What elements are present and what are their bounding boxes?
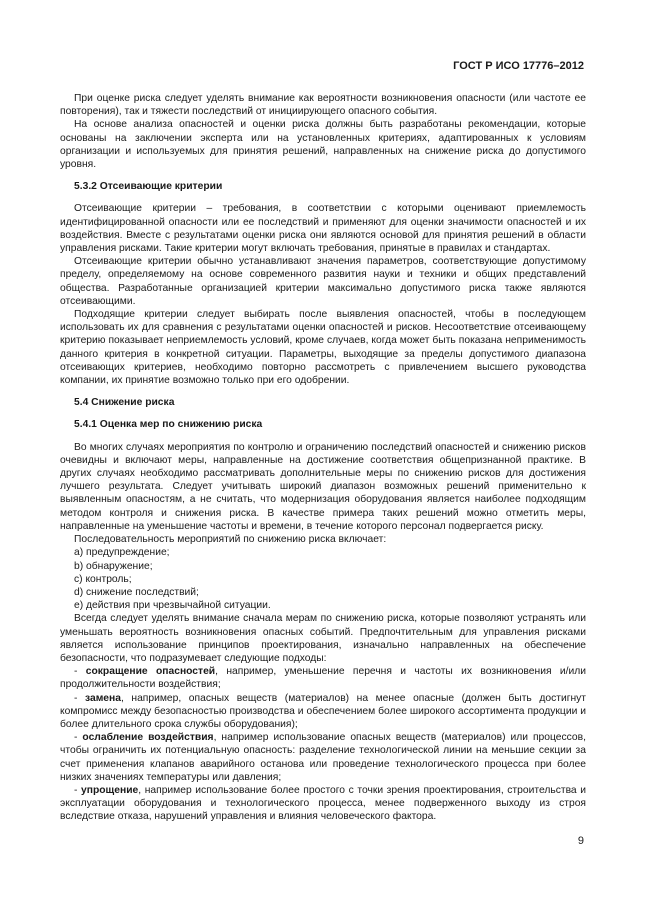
approach-item: - сокращение опасностей, например, уменьшение перечня и частоты их возникновения и/или продолжительности воздействия;: [60, 666, 586, 691]
paragraph: Отсеивающие критерии обычно устанавливают значения параметров, соответствующие допустимому пределу, определяемому на основе современного развития науки и техники и общих представлений общества. Разработанные организацией критерии максимально допустимого риска также являются отсеивающими.: [60, 256, 586, 307]
section-heading-5-4-1: 5.4.1 Оценка мер по снижению риска: [74, 419, 263, 431]
approach-term: сокращение опасностей: [85, 666, 216, 678]
list-item: a) предупреждение;: [74, 547, 170, 559]
approach-text: , например, опасных веществ (материалов) на менее опасные (должен быть достигнут компромисс между безопасностью производства и обеспечением более широкого ассортимента продукции и более длительного срока службы оборудования);: [60, 692, 586, 730]
paragraph: На основе анализа опасностей и оценки риска должны быть разработаны рекомендации, которые основаны на заключении эксперта или на установленных критериях, адаптированных к условиям организации и используемых для принятия решений, направленных на снижение риска до допустимого уровня.: [60, 119, 586, 171]
paragraph: Отсеивающие критерии – требования, в соответствии с которыми оценивают приемлемость идентифицированной опасности или ее последствий и применяют для оценки значимости опасностей и их воздействия. Вместе с результатами оценки риска они являются основой для принятия решений в области управления рисками. Такие критерии могут включать требования, принятые в правилах и стандартах.: [60, 203, 586, 255]
approach-term: упрощение: [81, 784, 139, 796]
list-item: b) обнаружение;: [74, 560, 153, 572]
approach-item: - ослабление воздействия, например использование опасных веществ (материалов) или процессов, чтобы ограничить их потенциальную опасность: разделение технологической линии на меньшие секции за счет применения клапанов аварийного останова или проведение технологического процесса при более низких значениях температуры или давления;: [60, 732, 586, 783]
paragraph: Всегда следует уделять внимание сначала мерам по снижению риска, которые позволяют устранять или уменьшать вероятность возникновения опасных событий. Предпочтительным для управления рисками является использование принципов проектирования, изначально направленных на обеспечение безопасности, что подразумевает следующие подходы:: [60, 613, 586, 664]
approach-term: замена: [84, 692, 121, 704]
approach-text: , например использование опасных веществ (материалов) или процессов, чтобы ограничить их потенциальную опасность: разделение технологической линии на меньшие секции за счет применения клапанов аварийного останова или проведение технологического процесса при более низких значениях температуры или давления;: [60, 732, 586, 783]
list-item: d) снижение последствий;: [74, 586, 199, 598]
approach-text: , например, уменьшение перечня и частоты их возникновения и/или продолжительности воздействия;: [60, 666, 586, 691]
risk-measures-list: [60, 546, 586, 612]
standard-header: ГОСТ Р ИСО 17776–2012: [453, 60, 584, 72]
list-item: e) действия при чрезвычайной ситуации.: [74, 600, 271, 612]
paragraph: Последовательность мероприятий по снижению риска включает:: [74, 534, 387, 546]
approach-term: ослабление воздействия: [82, 732, 214, 744]
list-item: c) контроль;: [74, 573, 132, 585]
paragraph: Во многих случаях мероприятия по контролю и ограничению последствий опасностей и снижению рисков очевидны и включают меры, направленные на достижение соответствия общепризнанной практике. В других случаях необходимо рассматривать дополнительные меры по снижению рисков для достижения лучшего результата. Следует учитывать широкий диапазон возможных решений применительно к выявленным опасностям, а не считать, что модернизация оборудования является наиболее подходящим методом контроля и снижения риска. В качестве примера таких решений можно отметить меры, направленные на уменьшение частоты и времени, в течение которого персонал подвергается риску.: [60, 441, 586, 532]
section-heading-5-4: 5.4 Снижение риска: [74, 397, 175, 409]
approach-item: - упрощение, например использование более простого с точки зрения проектирования, строительства и эксплуатации оборудования и технологического процесса, менее подверженного выходу из строя вследствие отказа, нарушений управления и влияния человеческого фактора.: [60, 784, 587, 823]
section-heading-5-3-2: 5.3.2 Отсеивающие критерии: [74, 181, 223, 193]
paragraph: Подходящие критерии следует выбирать после выявления опасностей, чтобы в последующем использовать их для сравнения с результатами оценки опасностей и рисков. Несоответствие отсеивающему критерию показывает неприемлемость условий, кроме случаев, когда может быть показана неприменимость данного критерия в конкретной ситуации. Параметры, выходящие за пределы допустимого диапазона отсеивающих критериев, необходимо повторно рассмотреть с привлечением высшего руководства компании, их принятие возможно только при его одобрении.: [60, 309, 586, 387]
approach-item: - замена, например, опасных веществ (материалов) на менее опасные (должен быть достигнут компромисс между безопасностью производства и обеспечением более широкого ассортимента продукции и более длительного срока службы оборудования);: [60, 692, 586, 730]
document-body: [60, 92, 586, 824]
approach-text: , например использование более простого с точки зрения проектирования, строительства и эксплуатации оборудования и технологического процесса, менее подверженного выходу из строя вследствие отказа, нарушений управления и влияния человеческого фактора.: [60, 784, 587, 823]
page-number: 9: [577, 835, 584, 847]
paragraph: При оценке риска следует уделять внимание как вероятности возникновения опасности (или частоте ее повторения), так и тяжести последствий от инициирующего опасного события.: [60, 93, 586, 118]
